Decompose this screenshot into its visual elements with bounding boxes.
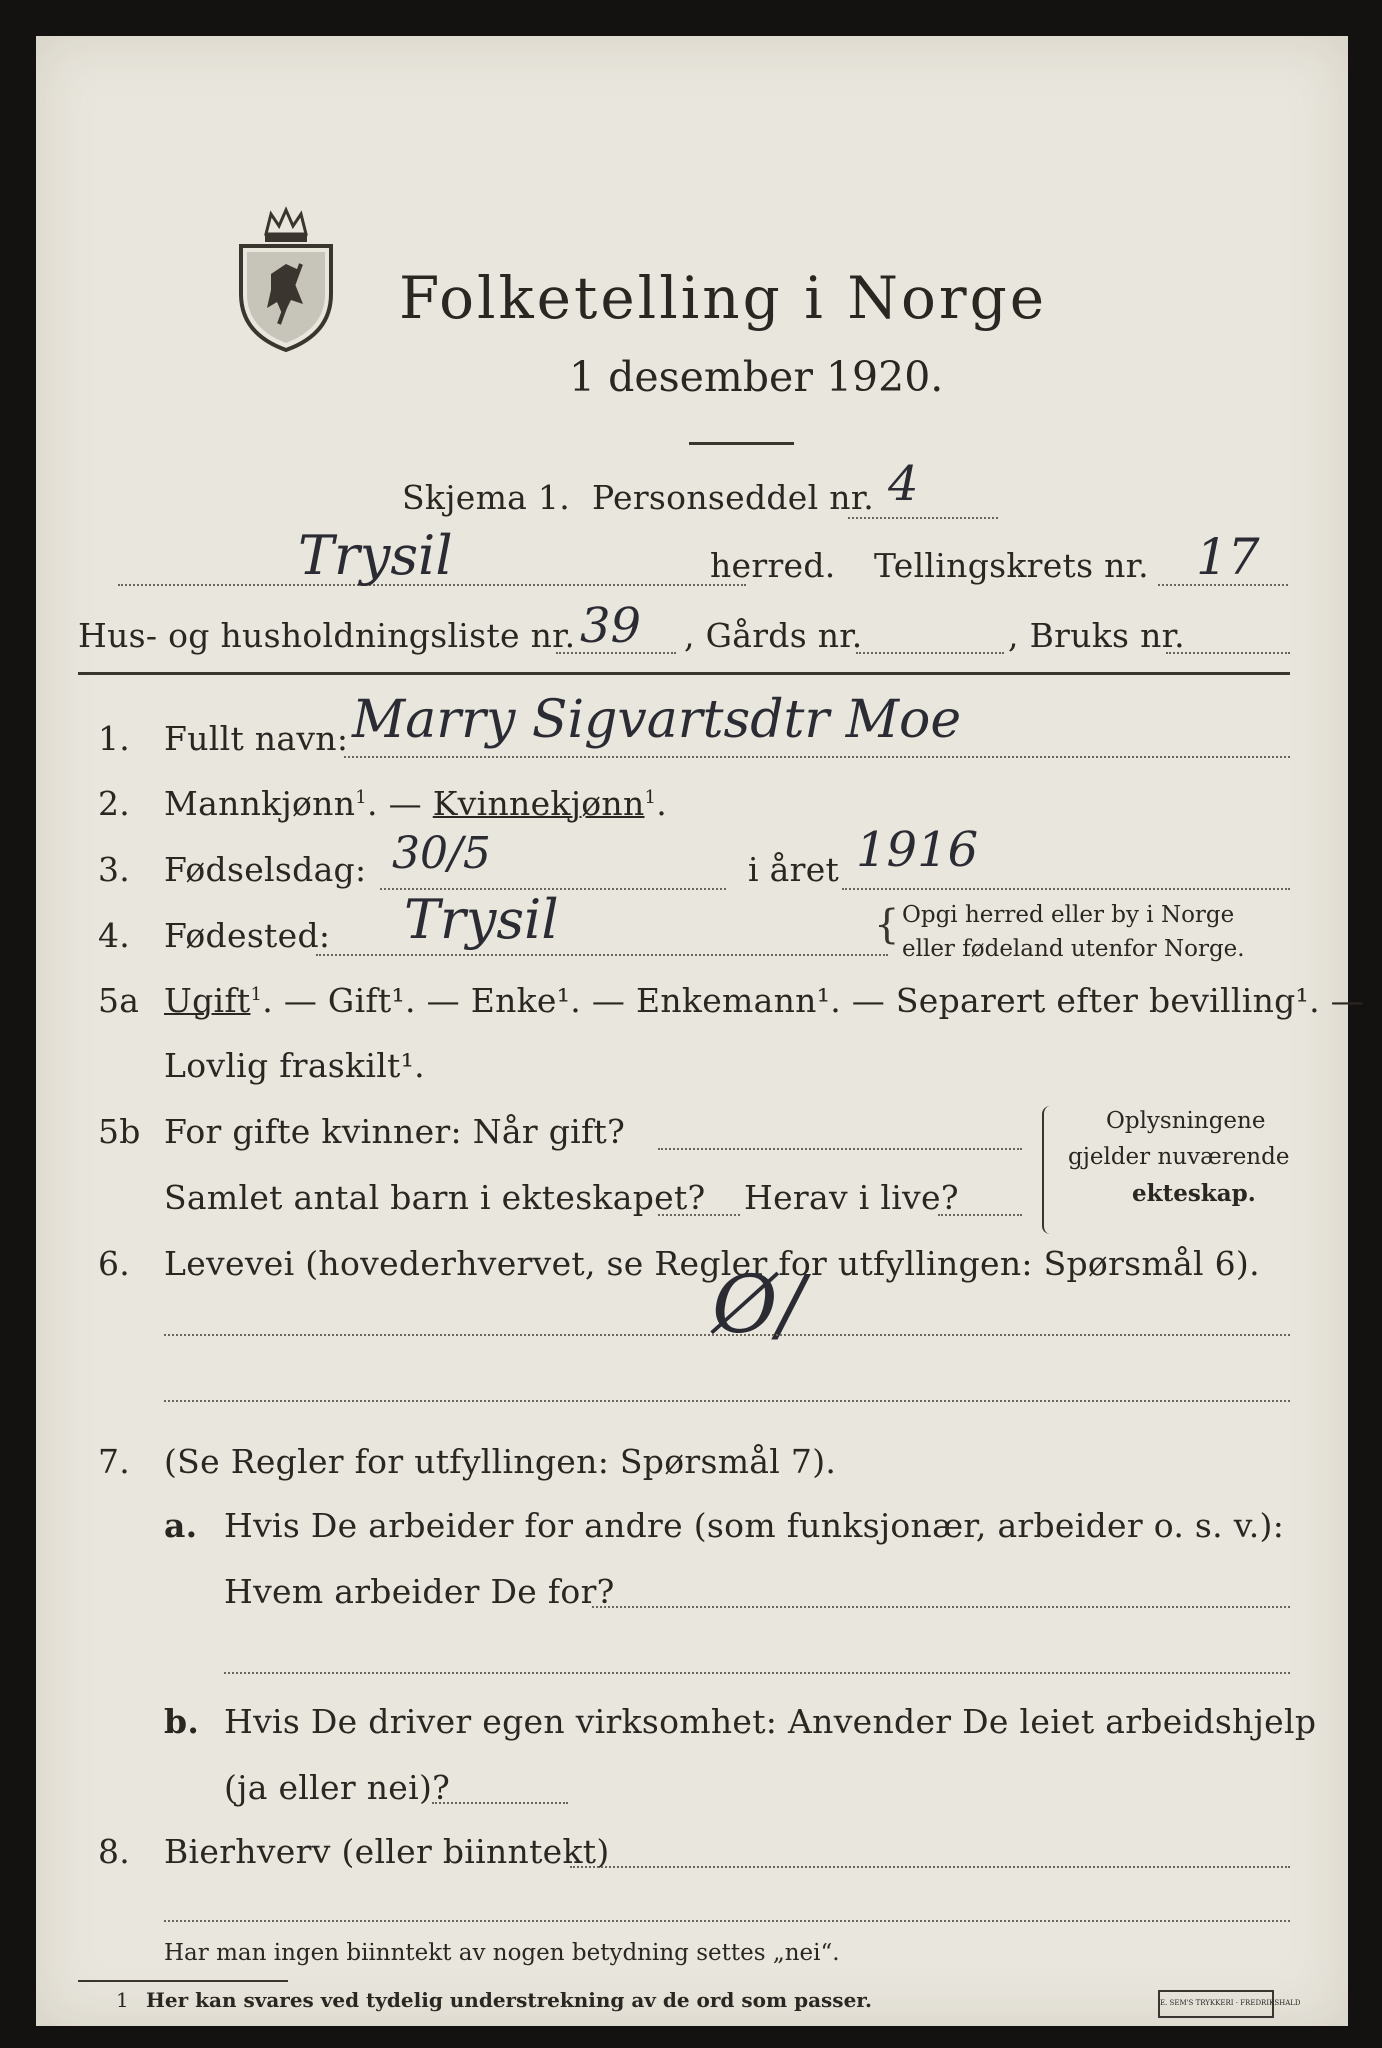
herred-value[interactable]: Trysil bbox=[298, 524, 453, 587]
birthdate-label: Fødselsdag: bbox=[164, 850, 367, 889]
birth-year-line bbox=[842, 888, 1290, 890]
footnote-mark: 1 bbox=[644, 787, 657, 808]
footnote-text: Her kan svares ved tydelig understrekning av de ord som passer. bbox=[146, 1988, 872, 2012]
q4-number: 4. bbox=[98, 916, 131, 955]
census-form-sheet bbox=[36, 36, 1364, 2026]
q7b-letter: b. bbox=[164, 1702, 200, 1741]
personseddel-label: Personseddel nr. bbox=[592, 478, 875, 517]
footer-divider bbox=[78, 1980, 288, 1982]
tellingskrets-label: Tellingskrets nr. bbox=[874, 546, 1149, 585]
gender-male-option[interactable]: Mannkjønn bbox=[164, 784, 356, 823]
birthplace-label: Fødested: bbox=[164, 916, 331, 955]
census-date: 1 desember 1920. bbox=[569, 353, 944, 401]
occupation-label: Levevei (hovederhvervet, se Regler for utfyllingen: Spørsmål 6). bbox=[164, 1244, 1260, 1283]
marriage-note-line1: Oplysningene bbox=[1106, 1108, 1266, 1134]
q7b-self-employed-label: Hvis De driver egen virksomhet: Anvender De leiet arbeidshjelp bbox=[224, 1702, 1317, 1741]
q5b-number: 5b bbox=[98, 1112, 141, 1151]
full-name-label: Fullt navn: bbox=[164, 719, 349, 758]
footnote-mark: 1 bbox=[250, 984, 263, 1005]
q7a-employer-label: Hvem arbeider De for? bbox=[224, 1572, 615, 1611]
side-income-label: Bierhverv (eller biinntekt) bbox=[164, 1832, 610, 1871]
hired-help-line bbox=[432, 1802, 568, 1804]
q3-number: 3. bbox=[98, 850, 131, 889]
birth-year-value[interactable]: 1916 bbox=[856, 822, 979, 878]
marriage-note-bracket bbox=[1042, 1106, 1052, 1234]
marital-other-options[interactable]: . — Gift¹. — Enke¹. — Enkemann¹. — Separert efter bevilling¹. — bbox=[262, 981, 1364, 1020]
occupation-line2 bbox=[164, 1400, 1290, 1402]
husliste-label: Hus- og husholdningsliste nr. bbox=[78, 616, 576, 655]
gender-end: . bbox=[656, 784, 668, 823]
form-title: Folketelling i Norge bbox=[399, 264, 1048, 332]
marriage-note-line2: gjelder nuværende bbox=[1068, 1144, 1290, 1170]
birthplace-note-brace: { bbox=[874, 902, 900, 948]
employer-line1 bbox=[592, 1606, 1290, 1608]
q6-number: 6. bbox=[98, 1244, 131, 1283]
herred-label: herred. bbox=[710, 546, 836, 585]
personseddel-value[interactable]: 4 bbox=[888, 456, 919, 512]
full-name-line bbox=[344, 756, 1290, 758]
marital-status-options[interactable] bbox=[164, 981, 1364, 1020]
side-income-line2 bbox=[164, 1920, 1290, 1922]
q5a-number: 5a bbox=[98, 981, 140, 1020]
gender-separator: . — bbox=[367, 784, 433, 823]
married-women-when-label: For gifte kvinner: Når gift? bbox=[164, 1112, 626, 1151]
personseddel-line bbox=[848, 517, 998, 519]
birthplace-note-line2: eller fødeland utenfor Norge. bbox=[902, 936, 1245, 962]
marriage-note-line3: ekteskap. bbox=[1132, 1180, 1256, 1207]
birthplace-line bbox=[316, 954, 888, 956]
gards-label: , Gårds nr. bbox=[684, 616, 863, 655]
tellingskrets-value[interactable]: 17 bbox=[1196, 528, 1260, 586]
skjema-label: Skjema 1. bbox=[402, 478, 571, 517]
married-when-line bbox=[658, 1148, 1022, 1150]
gards-line bbox=[856, 652, 1004, 654]
birthplace-note-line1: Opgi herred eller by i Norge bbox=[902, 902, 1235, 928]
printer-stamp: E. SEM'S TRYKKERI · FREDRIKSHALD bbox=[1158, 1990, 1274, 2018]
birthplace-value[interactable]: Trysil bbox=[404, 888, 559, 951]
children-total-line bbox=[658, 1214, 740, 1216]
header-divider bbox=[78, 672, 1290, 675]
footnote-mark: 1 bbox=[355, 787, 368, 808]
q1-number: 1. bbox=[98, 719, 131, 758]
gender-female-option[interactable]: Kvinnekjønn bbox=[432, 784, 645, 823]
q7-number: 7. bbox=[98, 1442, 131, 1481]
full-name-value[interactable]: Marry Sigvartsdtr Moe bbox=[352, 690, 962, 750]
gender-options[interactable] bbox=[164, 784, 667, 823]
q7a-letter: a. bbox=[164, 1506, 198, 1545]
q2-number: 2. bbox=[98, 784, 131, 823]
q8-number: 8. bbox=[98, 1832, 131, 1871]
no-income-note: Har man ingen biinntekt av nogen betydning settes „nei“. bbox=[164, 1940, 840, 1966]
title-divider bbox=[689, 442, 794, 445]
occupation-value[interactable]: Ø/ bbox=[712, 1258, 805, 1351]
q7-label: (Se Regler for utfyllingen: Spørsmål 7). bbox=[164, 1442, 837, 1481]
norwegian-coat-of-arms-icon bbox=[231, 204, 341, 354]
side-income-line1 bbox=[570, 1866, 1290, 1868]
q7a-employed-label: Hvis De arbeider for andre (som funksjonær, arbeider o. s. v.): bbox=[224, 1506, 1285, 1545]
children-total-label: Samlet antal barn i ekteskapet? bbox=[164, 1178, 706, 1217]
birth-year-label: i året bbox=[748, 850, 840, 889]
bruks-line bbox=[1166, 652, 1290, 654]
footnote-number: 1 bbox=[116, 1988, 129, 2012]
birthdate-value[interactable]: 30/5 bbox=[392, 828, 491, 879]
children-alive-label: Herav i live? bbox=[744, 1178, 959, 1217]
children-alive-line bbox=[938, 1214, 1022, 1216]
employer-line2 bbox=[224, 1672, 1290, 1674]
occupation-line1 bbox=[164, 1334, 1290, 1336]
q7b-yes-no-label: (ja eller nei)? bbox=[224, 1768, 451, 1807]
bruks-label: , Bruks nr. bbox=[1008, 616, 1185, 655]
marital-divorced-option[interactable]: Lovlig fraskilt¹. bbox=[164, 1046, 425, 1085]
husliste-value[interactable]: 39 bbox=[580, 598, 642, 654]
marital-ugift-option[interactable]: Ugift bbox=[164, 981, 251, 1020]
